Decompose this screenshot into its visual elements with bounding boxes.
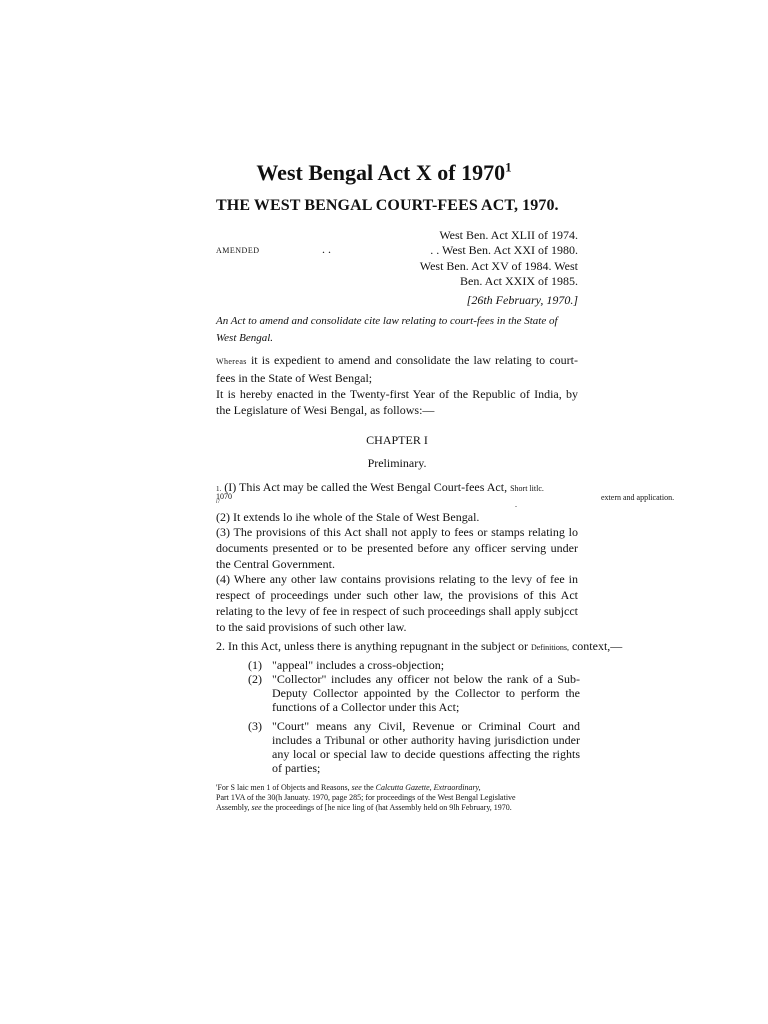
footnote-line-2: Part 1VA of the 30(h Januaty. 1970, page 285; for proceedings of the West Bengal Legislative	[216, 793, 516, 802]
definition-item: (2) "Collector" includes any officer not below the rank of a Sub-Deputy Collector appointed by the Collector to perform the functions of a Collector under this Act;	[248, 672, 580, 714]
whereas-paragraph: Whereas it is expedient to amend and consolidate the law relating to court-fees in the State of West Bengal;	[216, 353, 578, 385]
stray-dot: .	[515, 500, 517, 509]
chapter-name: Preliminary.	[367, 456, 427, 470]
definition-item: (3) "Court" means any Civil, Revenue or Criminal Court and includes a Tribunal or other authority having jurisdiction under any local or special law to decide questions affecting the rights of parties;	[248, 719, 580, 775]
footnote-line-1: 'For S laic men 1 of Objects and Reasons, see the Calcutta Gazette, Extraordinary,	[216, 783, 481, 792]
whereas-word: Whereas	[216, 357, 247, 366]
amendment-line-3: West Ben. Act XV of 1984. West	[419, 259, 578, 273]
year-mark: i7	[216, 500, 220, 505]
definition-item: (1) "appeal" includes a cross-objection;	[248, 658, 445, 672]
long-title: An Act to amend and consolidate cite law relating to court-fees in the State of West Bengal.	[216, 315, 558, 344]
side-note-definitions: Definitions,	[530, 643, 569, 652]
year-fragment: 1070	[216, 492, 232, 501]
footnote	[216, 783, 578, 813]
section-2-lead: 2. In this Act, unless there is anything repugnant in the subject or Definitions, context,—	[216, 639, 623, 653]
section-1-sub-4: (4) Where any other law contains provisions relating to the levy of fee in respect of proceedings under such other law, the provisions of this Act relating to the levy of fee in respect of such proceedings shall apply subjcct to the said provisions of such other law.	[216, 572, 578, 634]
footnote-marker: 1	[505, 159, 512, 175]
section-1-sub-1: 1. (I) This Act may be called the West Bengal Court-fees Act, Short litlc.	[216, 480, 544, 494]
act-title: West Bengal Act X of 1970$^1$	[256, 159, 512, 185]
amendment-line-1: West Ben. Act XLII of 1974.	[439, 228, 578, 242]
amended-label: AMENDED	[216, 246, 260, 255]
section-1-sub-3: (3) The provisions of this Act shall not apply to fees or stamps relating lo documents presented or to be presented before any officer serving under the Central Government.	[216, 525, 578, 571]
amendment-line-4: Ben. Act XXIX of 1985.	[460, 274, 578, 288]
chapter-number: CHAPTER I	[366, 433, 428, 447]
enactment-paragraph: It is hereby enacted in the Twenty-first Year of the Republic of India, by the Legislature of Wesi Bengal, as follows:—	[216, 387, 578, 417]
side-note-short-title: Short litlc.	[510, 484, 544, 493]
section-1-sub-2: (2) It extends lo ihe whole of the Stale of West Bengal.	[216, 510, 480, 524]
footnote-line-3: Assembly, see the proceedings of [he nice ling of (hat Assembly held on 9lh February, 1970.	[216, 803, 512, 812]
side-note-extent: extern and application.	[601, 493, 675, 502]
act-subtitle: THE WEST BENGAL COURT-FEES ACT, 1970.	[216, 197, 559, 214]
enactment-date: [26th February, 1970.]	[466, 293, 578, 307]
amendment-line-2: . . West Ben. Act XXI of 1980.	[430, 243, 578, 257]
amended-dots: . .	[322, 242, 331, 256]
